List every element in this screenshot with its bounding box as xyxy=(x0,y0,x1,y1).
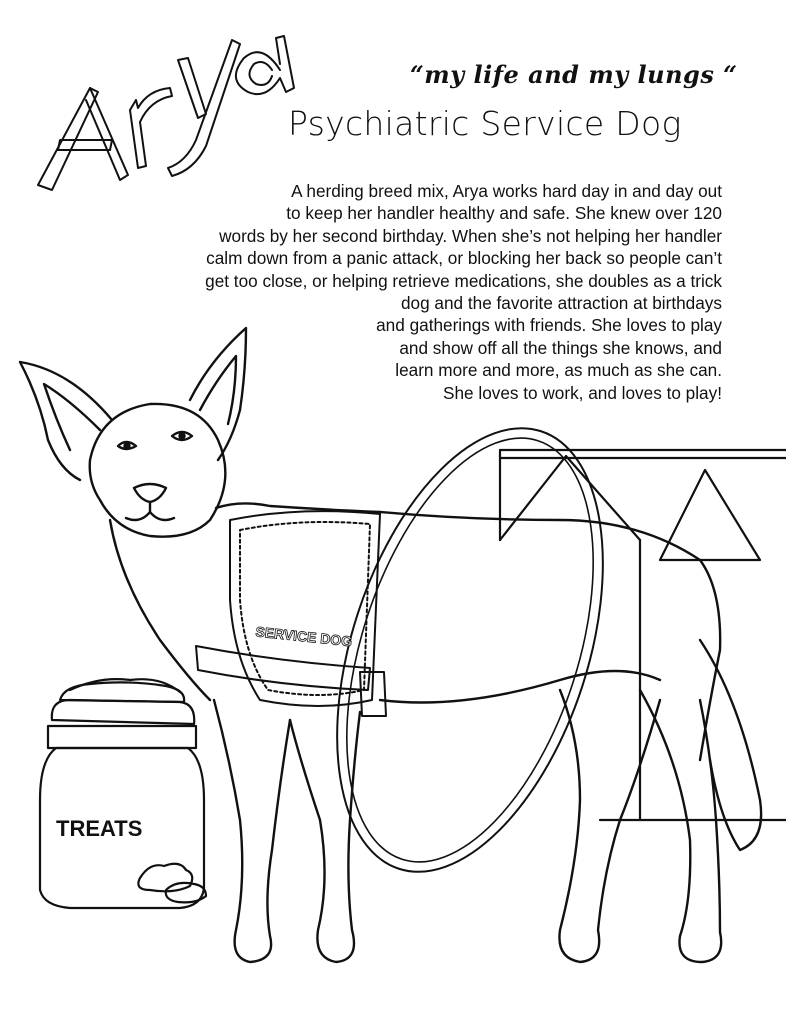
bio-line: calm down from a panic attack, or blocking her back so people can’t xyxy=(206,248,722,269)
bio-line: learn more and more, as much as she can. xyxy=(395,360,722,381)
bio-line: and gatherings with friends. She loves to play xyxy=(376,315,722,336)
subtitle: Psychiatric Service Dog xyxy=(288,104,682,143)
background-props xyxy=(500,450,786,820)
jar-label: TREATS xyxy=(56,816,143,841)
treats-jar xyxy=(40,679,206,908)
vest-label: SERVICE DOG xyxy=(254,623,353,650)
bio-line: and show off all the things she knows, and xyxy=(399,337,722,358)
bio-line: dog and the favorite attraction at birthdays xyxy=(400,293,722,314)
bio-line: get too close, or helping retrieve medications, she doubles as a trick xyxy=(205,270,722,291)
bio-line: She loves to work, and loves to play! xyxy=(443,382,722,403)
tagline: “my life and my lungs “ xyxy=(410,60,738,89)
bio-line: words by her second birthday. When she’s not helping her handler xyxy=(219,225,722,246)
bio-paragraph xyxy=(162,180,722,404)
title-arya-outline xyxy=(38,36,294,190)
hoop xyxy=(287,395,654,905)
dog xyxy=(20,328,761,962)
bio-line: A herding breed mix, Arya works hard day in and day out xyxy=(291,181,722,201)
bio-line: to keep her handler healthy and safe. She knew over 120 xyxy=(286,203,722,224)
